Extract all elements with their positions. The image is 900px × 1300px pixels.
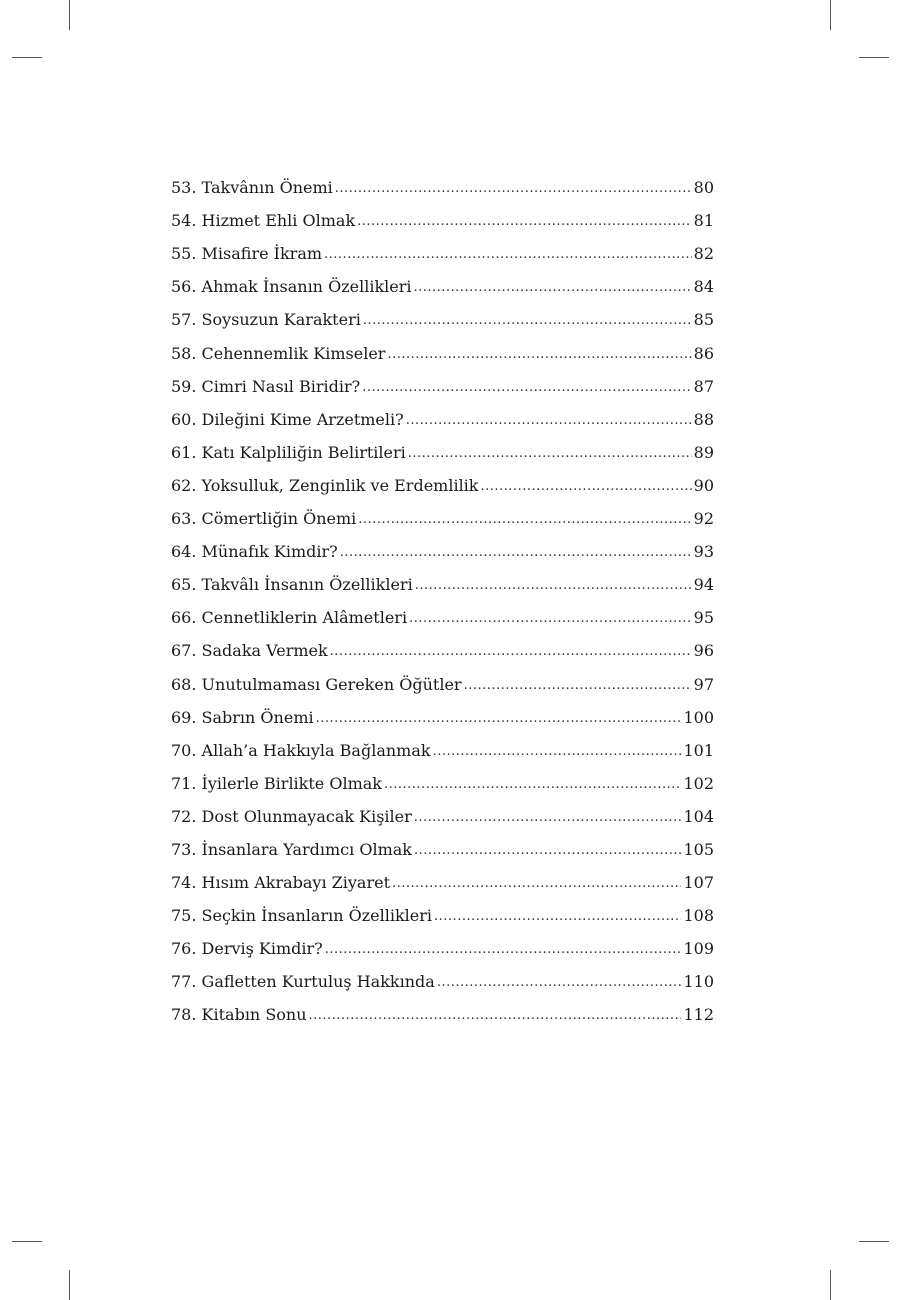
toc-entry-page-number: 96	[693, 641, 714, 661]
toc-dot-leader	[415, 577, 692, 595]
toc-entry-page-number: 102	[683, 773, 714, 793]
toc-entry-title: 67. Sadaka Vermek	[171, 641, 328, 661]
toc-dot-leader	[309, 1007, 682, 1025]
toc-entry-title: 62. Yoksulluk, Zenginlik ve Erdemlilik	[171, 475, 479, 495]
toc-dot-leader	[335, 180, 692, 198]
toc-entry	[171, 297, 714, 330]
toc-dot-leader	[316, 710, 682, 728]
toc-entry-page-number: 90	[693, 475, 714, 495]
toc-entry	[171, 430, 714, 463]
toc-entry	[171, 761, 714, 794]
toc-entry-page-number: 94	[693, 575, 714, 595]
toc-entry-page-number: 80	[693, 178, 714, 198]
toc-entry-page-number: 95	[693, 608, 714, 628]
toc-entry-page-number: 101	[683, 740, 714, 760]
toc-entry	[171, 695, 714, 728]
toc-entry	[171, 231, 714, 264]
toc-entry-page-number: 104	[683, 806, 714, 826]
crop-mark-bottom-right-horizontal	[859, 1241, 889, 1242]
toc-dot-leader	[408, 445, 692, 463]
toc-dot-leader	[384, 776, 681, 794]
toc-entry	[171, 364, 714, 397]
toc-dot-leader	[437, 974, 682, 992]
toc-dot-leader	[357, 213, 692, 231]
toc-entry-page-number: 81	[693, 211, 714, 231]
toc-dot-leader	[330, 643, 692, 661]
toc-dot-leader	[325, 941, 682, 959]
toc-entry-title: 74. Hısım Akrabayı Ziyaret	[171, 873, 391, 893]
toc-entry	[171, 628, 714, 661]
crop-mark-bottom-left-vertical	[69, 1270, 70, 1300]
toc-entry-title: 71. İyilerle Birlikte Olmak	[171, 773, 382, 793]
toc-dot-leader	[387, 346, 691, 364]
toc-entry-page-number: 108	[683, 906, 714, 926]
toc-entry-title: 78. Kitabın Sonu	[171, 1005, 307, 1025]
toc-entry	[171, 264, 714, 297]
toc-entry-title: 76. Derviş Kimdir?	[171, 939, 323, 959]
toc-entry	[171, 893, 714, 926]
toc-entry-page-number: 84	[693, 277, 714, 297]
toc-entry-title: 63. Cömertliğin Önemi	[171, 509, 357, 529]
toc-entry-page-number: 92	[693, 509, 714, 529]
toc-dot-leader	[358, 511, 691, 529]
toc-entry	[171, 463, 714, 496]
toc-dot-leader	[392, 875, 681, 893]
toc-entry-title: 54. Hizmet Ehli Olmak	[171, 211, 356, 231]
toc-dot-leader	[413, 279, 691, 297]
toc-entry	[171, 198, 714, 231]
toc-entry-title: 53. Takvânın Önemi	[171, 178, 333, 198]
toc-entry-title: 65. Takvâlı İnsanın Özellikleri	[171, 575, 413, 595]
toc-entry	[171, 728, 714, 761]
toc-entry	[171, 595, 714, 628]
toc-entry	[171, 926, 714, 959]
toc-dot-leader	[406, 412, 692, 430]
toc-dot-leader	[362, 379, 691, 397]
toc-entry-title: 70. Allah’a Hakkıyla Bağlanmak	[171, 740, 431, 760]
crop-mark-top-right-vertical	[830, 0, 831, 30]
toc-entry	[171, 397, 714, 430]
toc-entry-page-number: 107	[683, 873, 714, 893]
toc-entry-page-number: 82	[693, 244, 714, 264]
table-of-contents	[171, 165, 714, 1025]
toc-dot-leader	[433, 743, 682, 761]
toc-dot-leader	[409, 610, 692, 628]
toc-entry-page-number: 97	[693, 674, 714, 694]
toc-entry-page-number: 89	[693, 442, 714, 462]
toc-entry-title: 59. Cimri Nasıl Biridir?	[171, 376, 361, 396]
toc-entry-title: 57. Soysuzun Karakteri	[171, 310, 361, 330]
crop-mark-top-left-horizontal	[12, 57, 42, 58]
toc-entry-page-number: 88	[693, 409, 714, 429]
toc-entry-title: 75. Seçkin İnsanların Özellikleri	[171, 906, 433, 926]
toc-entry	[171, 165, 714, 198]
toc-entry-title: 66. Cennetliklerin Alâmetleri	[171, 608, 408, 628]
toc-entry-page-number: 85	[693, 310, 714, 330]
toc-entry-title: 77. Gafletten Kurtuluş Hakkında	[171, 972, 435, 992]
toc-entry-title: 55. Misafire İkram	[171, 244, 323, 264]
toc-dot-leader	[481, 478, 692, 496]
toc-entry	[171, 496, 714, 529]
toc-entry-title: 68. Unutulmaması Gereken Öğütler	[171, 674, 462, 694]
toc-entry	[171, 992, 714, 1025]
toc-dot-leader	[414, 842, 681, 860]
crop-mark-top-right-horizontal	[859, 57, 889, 58]
toc-entry-page-number: 100	[683, 707, 714, 727]
toc-entry-title: 56. Ahmak İnsanın Özellikleri	[171, 277, 412, 297]
toc-dot-leader	[340, 544, 692, 562]
toc-entry-page-number: 93	[693, 542, 714, 562]
toc-entry-title: 69. Sabrın Önemi	[171, 707, 314, 727]
toc-entry	[171, 860, 714, 893]
toc-entry	[171, 529, 714, 562]
toc-entry-title: 60. Dileğini Kime Arzetmeli?	[171, 409, 404, 429]
toc-entry-title: 58. Cehennemlik Kimseler	[171, 343, 386, 363]
toc-dot-leader	[464, 677, 692, 695]
toc-entry-page-number: 110	[683, 972, 714, 992]
toc-entry	[171, 330, 714, 363]
toc-entry	[171, 827, 714, 860]
toc-dot-leader	[324, 246, 692, 264]
toc-entry-page-number: 105	[683, 839, 714, 859]
crop-mark-bottom-right-vertical	[830, 1270, 831, 1300]
toc-dot-leader	[363, 312, 692, 330]
toc-entry-page-number: 112	[683, 1005, 714, 1025]
toc-entry	[171, 562, 714, 595]
toc-dot-leader	[434, 908, 681, 926]
toc-entry-title: 61. Katı Kalpliliğin Belirtileri	[171, 442, 406, 462]
toc-entry	[171, 661, 714, 694]
crop-mark-top-left-vertical	[69, 0, 70, 30]
crop-mark-bottom-left-horizontal	[12, 1241, 42, 1242]
toc-entry-page-number: 109	[683, 939, 714, 959]
toc-entry-title: 72. Dost Olunmayacak Kişiler	[171, 806, 412, 826]
toc-entry-title: 73. İnsanlara Yardımcı Olmak	[171, 839, 412, 859]
toc-dot-leader	[414, 809, 682, 827]
toc-entry-page-number: 86	[693, 343, 714, 363]
toc-entry-page-number: 87	[693, 376, 714, 396]
toc-entry	[171, 794, 714, 827]
toc-entry	[171, 959, 714, 992]
toc-entry-title: 64. Münafık Kimdir?	[171, 542, 338, 562]
